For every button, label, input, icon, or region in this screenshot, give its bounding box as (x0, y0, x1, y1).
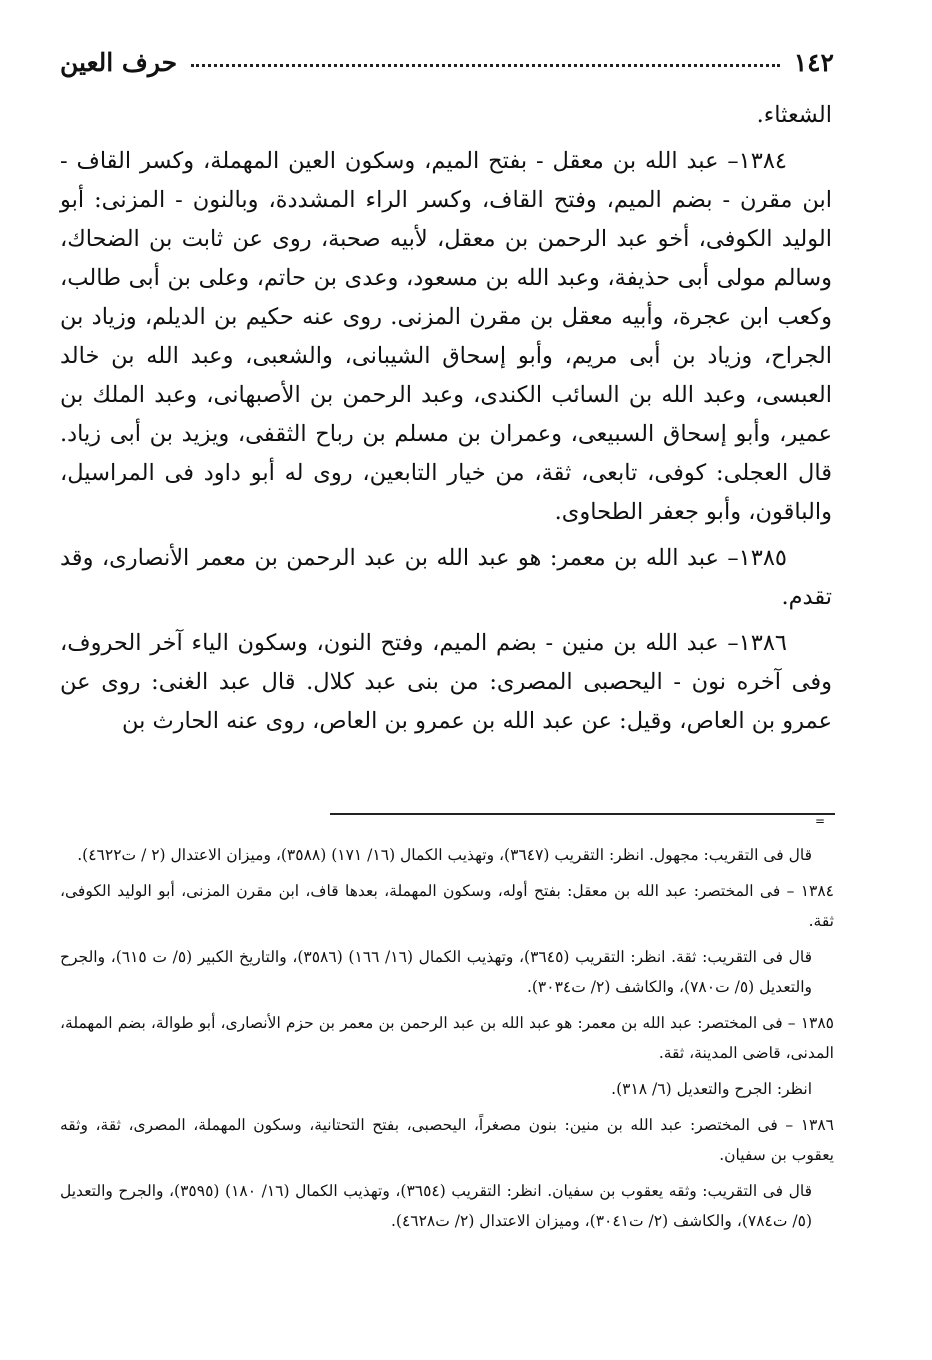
page-number: ١٤٢ (793, 47, 834, 77)
footnote-1385-refs: انظر: الجرح والتعديل (٦/ ٣١٨). (611, 1080, 812, 1098)
footnote-continuation-mark: = (815, 814, 826, 828)
paragraph-continuation: الشعثاء. (756, 102, 832, 128)
footnote-1384-taqrib: قال فى التقريب: ثقة. انظر: التقريب (٣٦٤٥)، وتهذيب الكمال (١٦/ ١٦٦) (٣٥٨٦)، والتاريخ الكبير (٥/ ت ٦١٥)، والجرح والتعديل (٥/ ت٧٨٠)، والكاشف (٢/ ت٣٠٣٤). (60, 948, 812, 996)
footnote-divider (330, 813, 835, 815)
entry-1385: ١٣٨٥– عبد الله بن معمر: هو عبد الله بن عبد الرحمن بن معمر الأنصارى، وقد تقدم. (60, 545, 832, 610)
footnote-1386-taqrib: قال فى التقريب: وثقه يعقوب بن سفيان. انظر: التقريب (٣٦٥٤)، وتهذيب الكمال (١٦/ ١٨٠) (٣٥٩٥)، والجرح والتعديل (٥/ ت٧٨٤)، والكاشف (٢/ ت٣٠٤١)، وميزان الاعتدال (٢/ ت٤٦٢٨). (60, 1182, 813, 1230)
footnote-1385: ١٣٨٥ – فى المختصر: عبد الله بن معمر: هو عبد الله بن عبد الرحمن بن معمر بن حزم الأنصارى، أبو طوالة، بضم المهملة، المدنى، قاضى المدينة، ثقة. (60, 1014, 834, 1062)
entry-1386: ١٣٨٦– عبد الله بن منين - بضم الميم، وفتح النون، وسكون الياء آخر الحروف، وفى آخره نون - اليحصبى المصرى: من بنى عبد كلال. قال عبد الغنى: روى عن عمرو بن العاص، وقيل: عن عبد الله بن عمرو بن العاص، روى عنه الحارث بن (60, 630, 832, 734)
entry-1384: ١٣٨٤– عبد الله بن معقل - بفتح الميم، وسكون العين المهملة، وكسر القاف - ابن مقرن - بضم الميم، وفتح القاف، وكسر الراء المشددة، وبالنون - المزنى: أبو الوليد الكوفى، أخو عبد الرحمن بن معقل، لأبيه صحبة، روى عن ثابت بن الضحاك، وسالم مولى أبى حذيفة، وعبد الله بن مسعود، وعدى بن حاتم، وعلى بن أبى طالب، وكعب ابن عجرة، وأبيه معقل بن مقرن المزنى. روى عنه حكيم بن الديلم، وزياد بن الجراح، وزياد بن أبى مريم، وأبو إسحاق الشيبانى، والشعبى، وعبد الله بن خالد العبسى، وعبد الله بن السائب الكندى، وعبد الرحمن بن الأصبهانى، وعبد الملك بن عمير، وأبو إسحاق السبيعى، وعمران بن مسلم بن رباح الثقفى، ويزيد بن أبى زياد. قال العجلى: كوفى، تابعى، ثقة، من خيار التابعين، روى له أبو داود فى المراسيل، والباقون، وأبو جعفر الطحاوى. (60, 148, 832, 525)
footnote-1386: ١٣٨٦ – فى المختصر: عبد الله بن منين: بنون مصغراً، اليحصبى، بفتح التحتانية، وسكون المهملة، المصرى، ثقة، وثقه يعقوب بن سفيان. (60, 1116, 834, 1164)
footnote-1384: ١٣٨٤ – فى المختصر: عبد الله بن معقل: بفتح أوله، وسكون المهملة، بعدها قاف، ابن مقرن المزنى، أبو الوليد الكوفى، ثقة. (60, 882, 834, 930)
footnote-continued: قال فى التقريب: مجهول. انظر: التقريب (٣٦٤٧)، وتهذيب الكمال (١٦/ ١٧١) (٣٥٨٨)، وميزان الاعتدال (٢ / ت٤٦٢٢). (77, 846, 812, 864)
running-title: حرف العين (60, 47, 178, 77)
header-leader-dots (191, 64, 780, 67)
footnotes (60, 840, 834, 1242)
main-text (60, 96, 832, 748)
page-header (60, 42, 834, 82)
